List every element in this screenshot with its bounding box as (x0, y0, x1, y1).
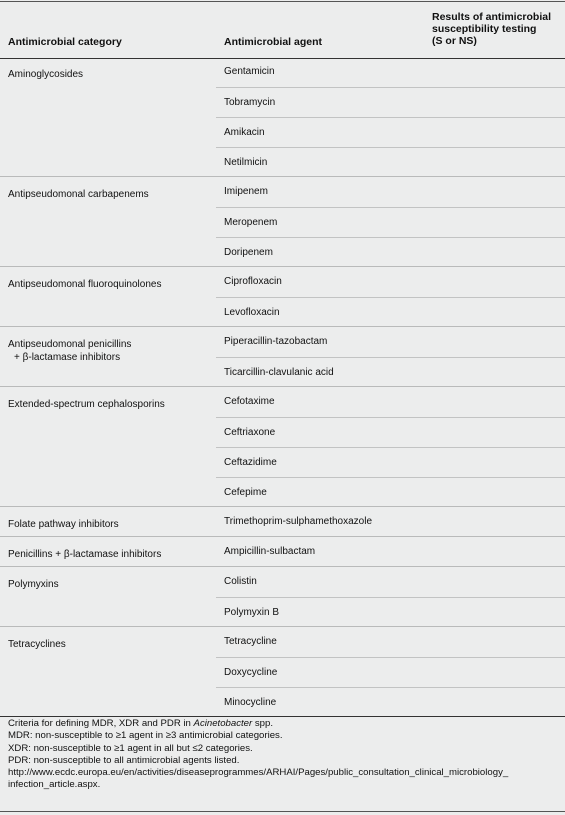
agent-row (216, 537, 565, 567)
agent-name: Levofloxacin (224, 307, 280, 318)
footnote-pdr: PDR: non-susceptible to all antimicrobial agents listed. (8, 754, 240, 766)
agent-name: Ticarcillin-clavulanic acid (224, 367, 334, 378)
agent-name: Meropenem (224, 217, 278, 228)
agent-row (216, 327, 565, 357)
category-line: Penicillins + β-lactamase inhibitors (8, 549, 162, 560)
agent-row (216, 687, 565, 717)
category-group (0, 627, 565, 717)
agent-row (216, 117, 565, 147)
agent-name: Amikacin (224, 127, 265, 138)
footnote-url: http://www.ecdc.europa.eu/en/activities/diseaseprogrammes/ARHAI/Pages/public_consultation_clinical_microbiology_ (8, 767, 509, 779)
agent-name: Ciprofloxacin (224, 276, 282, 287)
agent-name: Ceftazidime (224, 457, 277, 468)
category-line: Polymyxins (8, 579, 59, 590)
category-line: Antipseudomonal carbapenems (8, 189, 149, 200)
agent-row (216, 567, 565, 597)
category-group (0, 327, 565, 387)
agent-row (216, 87, 565, 117)
agent-name: Cefepime (224, 487, 267, 498)
agent-name: Doxycycline (224, 667, 278, 678)
agent-name: Doripenem (224, 247, 273, 258)
footnote-rule (0, 716, 565, 717)
category-line: Antipseudomonal fluoroquinolones (8, 279, 162, 290)
footnote (8, 718, 558, 792)
agent-row (216, 207, 565, 237)
table-bottom-rule (0, 811, 565, 812)
category-group (0, 567, 565, 627)
category-name (8, 68, 213, 81)
agent-row (216, 507, 565, 537)
agent-name: Netilmicin (224, 157, 268, 168)
header-antimicrobial-agent: Antimicrobial agent (224, 36, 323, 48)
agent-row (216, 447, 565, 477)
header-antimicrobial-category: Antimicrobial category (8, 36, 122, 48)
category-name (8, 188, 213, 201)
category-line: Aminoglycosides (8, 69, 84, 80)
agent-name: Gentamicin (224, 66, 275, 77)
category-line: Folate pathway inhibitors (8, 519, 119, 530)
agent-row (216, 387, 565, 417)
category-name (8, 338, 213, 364)
category-name (8, 578, 213, 591)
category-group (0, 387, 565, 507)
agent-name: Colistin (224, 576, 257, 587)
agent-row (216, 657, 565, 687)
agent-name: Piperacillin-tazobactam (224, 336, 328, 347)
agent-row (216, 417, 565, 447)
category-name (8, 278, 213, 291)
category-group (0, 537, 565, 567)
agent-name: Minocycline (224, 697, 277, 708)
category-group (0, 177, 565, 267)
agent-row (216, 297, 565, 327)
category-name (8, 638, 213, 651)
category-name (8, 518, 213, 531)
agent-row (216, 627, 565, 657)
agent-name: Imipenem (224, 186, 268, 197)
agent-name: Ampicillin-sulbactam (224, 546, 316, 557)
header-results-line: susceptibility testing (432, 23, 537, 35)
agent-name: Tobramycin (224, 97, 276, 108)
agent-row (216, 267, 565, 297)
category-group (0, 57, 565, 177)
header-results (432, 11, 551, 47)
footnote-criteria: Criteria for defining MDR, XDR and PDR in Acinetobacter spp. (8, 718, 274, 729)
category-line: + β-lactamase inhibitors (14, 352, 121, 363)
category-line: Extended-spectrum cephalosporins (8, 399, 165, 410)
agent-row (216, 597, 565, 627)
agent-name: Trimethoprim-sulphamethoxazole (224, 516, 373, 527)
category-group (0, 267, 565, 327)
category-name (8, 398, 213, 411)
agent-row (216, 237, 565, 267)
category-name (8, 548, 213, 561)
category-line: Tetracyclines (8, 639, 66, 650)
header-results-line: Results of antimicrobial (432, 11, 552, 23)
agent-name: Cefotaxime (224, 396, 275, 407)
agent-row (216, 147, 565, 177)
agent-row (216, 357, 565, 387)
agent-row (216, 57, 565, 87)
category-line: Antipseudomonal penicillins (8, 339, 132, 350)
category-group (0, 507, 565, 537)
agent-row (216, 177, 565, 207)
agent-name: Polymyxin B (224, 607, 280, 618)
footnote-url: infection_article.aspx. (8, 779, 101, 791)
agent-row (216, 477, 565, 507)
footnote-xdr: XDR: non-susceptible to ≥1 agent in all but ≤2 categories. (8, 742, 253, 754)
table-top-rule (0, 1, 565, 2)
footnote-mdr: MDR: non-susceptible to ≥1 agent in ≥3 antimicrobial categories. (8, 730, 283, 742)
agent-name: Ceftriaxone (224, 427, 276, 438)
agent-name: Tetracycline (224, 636, 277, 647)
header-results-line: (S or NS) (432, 35, 477, 47)
